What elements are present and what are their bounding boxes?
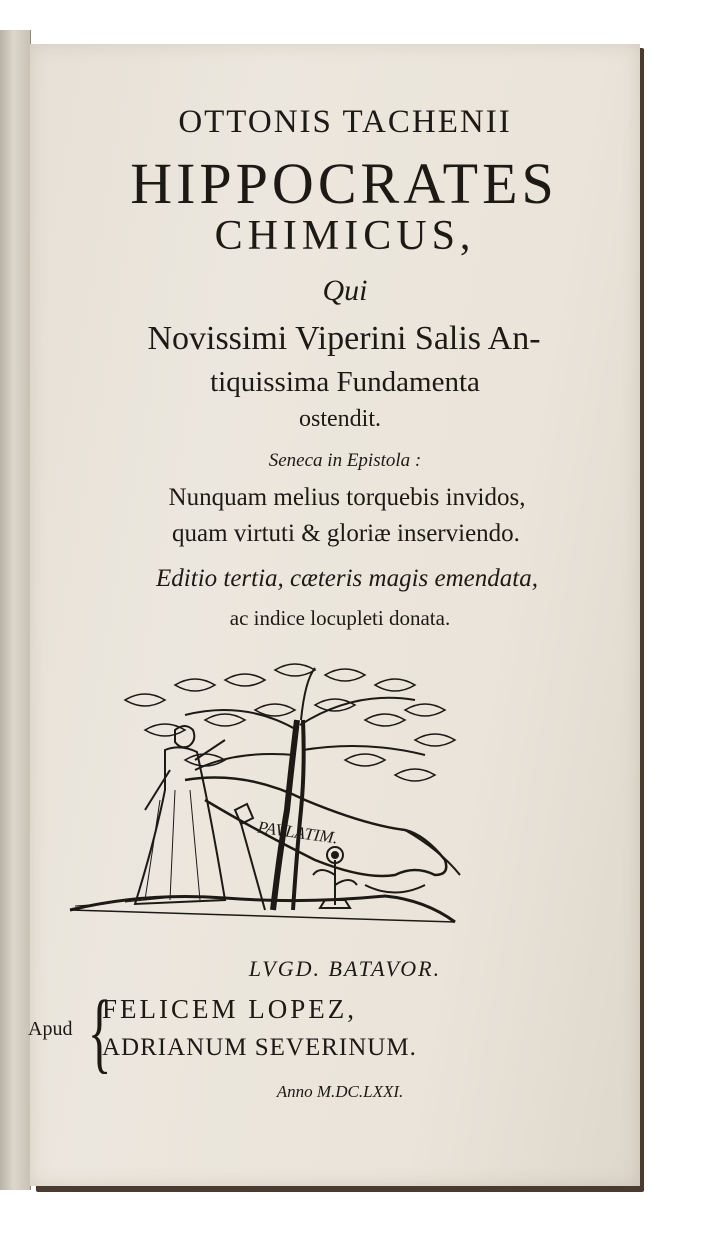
apud-label: Apud: [28, 1018, 73, 1040]
printer-line-1: FELICEM LOPEZ,: [102, 994, 357, 1024]
edition-line-1: Editio tertia, cæteris magis emendata,: [156, 565, 538, 592]
description-line-2: tiquissima Fundamenta: [210, 366, 480, 398]
quote-line-2: quam virtuti & gloriæ inserviendo.: [172, 520, 520, 547]
title-page: [30, 44, 640, 1186]
title-chimicus: CHIMICUS,: [214, 213, 476, 259]
place-line: LVGD. BATAVOR.: [248, 956, 442, 981]
device-motto: PAVLATIM.: [256, 817, 340, 848]
book-spine-edge: [0, 30, 31, 1190]
description-line-1: Novissimi Viperini Salis An-: [147, 320, 541, 357]
year-line: Anno M.DC.LXXI.: [276, 1082, 404, 1101]
quote-line-1: Nunquam melius torquebis invidos,: [168, 484, 526, 511]
title-hippocrates: HIPPOCRATES: [130, 151, 558, 216]
epigraph-source: Seneca in Epistola :: [268, 450, 422, 471]
edition-line-2: ac indice locupleti donata.: [229, 606, 451, 630]
printers-device-woodcut: [65, 660, 465, 940]
qui-line: Qui: [322, 274, 368, 307]
printer-line-2: ADRIANUM SEVERINUM.: [102, 1034, 417, 1061]
imprint-brace: {: [87, 983, 112, 1082]
description-line-3: ostendit.: [299, 406, 381, 432]
author-line: OTTONIS TACHENII: [178, 104, 512, 140]
